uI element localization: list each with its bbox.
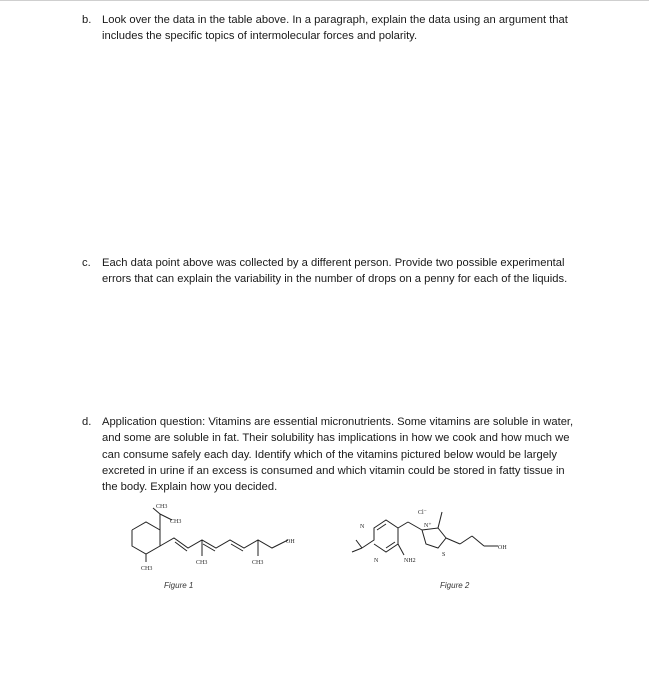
question-text: Look over the data in the table above. In a paragraph, explain the data using an argument that includes the specific topics of intermolecular forces and polarity.: [102, 14, 568, 43]
question-label: b.: [82, 14, 92, 26]
vitamin-a-structure-drawing: [120, 500, 310, 575]
question-text: Application question: Vitamins are essential micronutrients. Some vitamins are soluble in water, and some are soluble in fat. Their solubility has implications in how we cook and how much we can consume safely each day. Identify which of the vitamins pictured below would be largely excreted in urine if an excess is consumed and which vitamin could be stored in fatty tissue in the body. Explain how you decided.: [102, 416, 574, 494]
figure-1-label: CH3: [170, 519, 182, 525]
figure-2-label: N: [360, 524, 365, 530]
figure-1-label: CH3: [141, 566, 153, 572]
figure-1-bonds: [132, 508, 288, 562]
figure-1-structure: [120, 500, 310, 575]
question-label: c.: [82, 257, 91, 269]
vitamin-b1-structure-drawing: [348, 500, 528, 575]
question-c: [82, 255, 582, 288]
figure-2-label: Cl⁻: [418, 510, 427, 516]
figure-1-caption: Figure 1: [164, 581, 194, 590]
question-d: [82, 414, 582, 495]
figure-1-label: CH3: [156, 504, 168, 510]
figure-1-label: OH: [286, 539, 295, 545]
figure-2-bonds: [352, 512, 498, 555]
figure-2-label: N⁺: [424, 523, 432, 529]
figure-1-label: CH3: [196, 560, 208, 566]
figure-2-label: NH2: [404, 558, 416, 564]
question-text: Each data point above was collected by a different person. Provide two possible experimental errors that can explain the variability in the number of drops on a penny for each of the liquids.: [102, 257, 568, 286]
figure-2-structure: [348, 500, 528, 575]
figure-2-caption: Figure 2: [440, 581, 470, 590]
figure-2-label: S: [442, 552, 446, 558]
figure-1-label: CH3: [252, 560, 264, 566]
figure-2-label: OH: [498, 545, 507, 551]
question-b: [82, 12, 582, 45]
question-label: d.: [82, 416, 92, 428]
figure-2-label: N: [374, 558, 379, 564]
page-top-border: [0, 0, 649, 1]
